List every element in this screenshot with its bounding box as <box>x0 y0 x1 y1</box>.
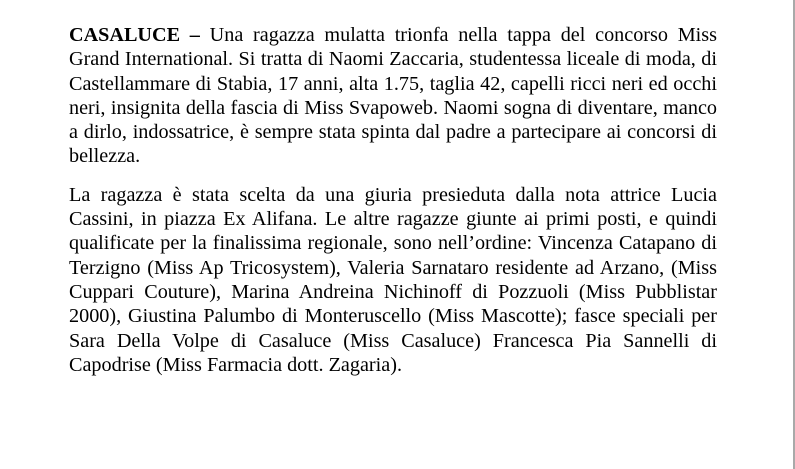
article-paragraph: La ragazza è stata scelta da una giuria presieduta dalla nota attrice Lucia Cassini, in piazza Ex Alifana. Le altre ragazze giunte ai primi posti, e quindi qualificate per la finalissima regionale, sono nell’ordine: Vincenza Catapano di Terzigno (Miss Ap Tricosystem), Valeria Sarnataro residente ad Arzano, (Miss Cuppari Couture), Marina Andreina Nichinoff di Pozzuoli (Miss Pubblistar 2000), Giustina Palumbo di Monteruscello (Miss Mascotte); fasce speciali per Sara Della Volpe di Casaluce (Miss Casaluce) Francesca Pia Sannelli di Capodrise (Miss Farmacia dott. Zagaria). <box>69 183 717 376</box>
dateline: CASALUCE <box>69 24 181 46</box>
article-paragraph <box>69 23 717 169</box>
dateline-separator: – <box>180 24 210 46</box>
paragraph-1-text: Una ragazza mulatta trionfa nella tappa del concorso Miss Grand International. Si tratta di Naomi Zaccaria, studentessa liceale di moda, di Castellammare di Stabia, 17 anni, alta 1.75, taglia 42, capelli ricci neri ed occhi neri, insignita della fascia di Miss Svapoweb. Naomi sogna di diventare, manco a dirlo, indossatrice, è sempre stata spinta dal padre a partecipare ai concorsi di bellezza. <box>69 24 718 168</box>
article-body <box>69 23 717 377</box>
